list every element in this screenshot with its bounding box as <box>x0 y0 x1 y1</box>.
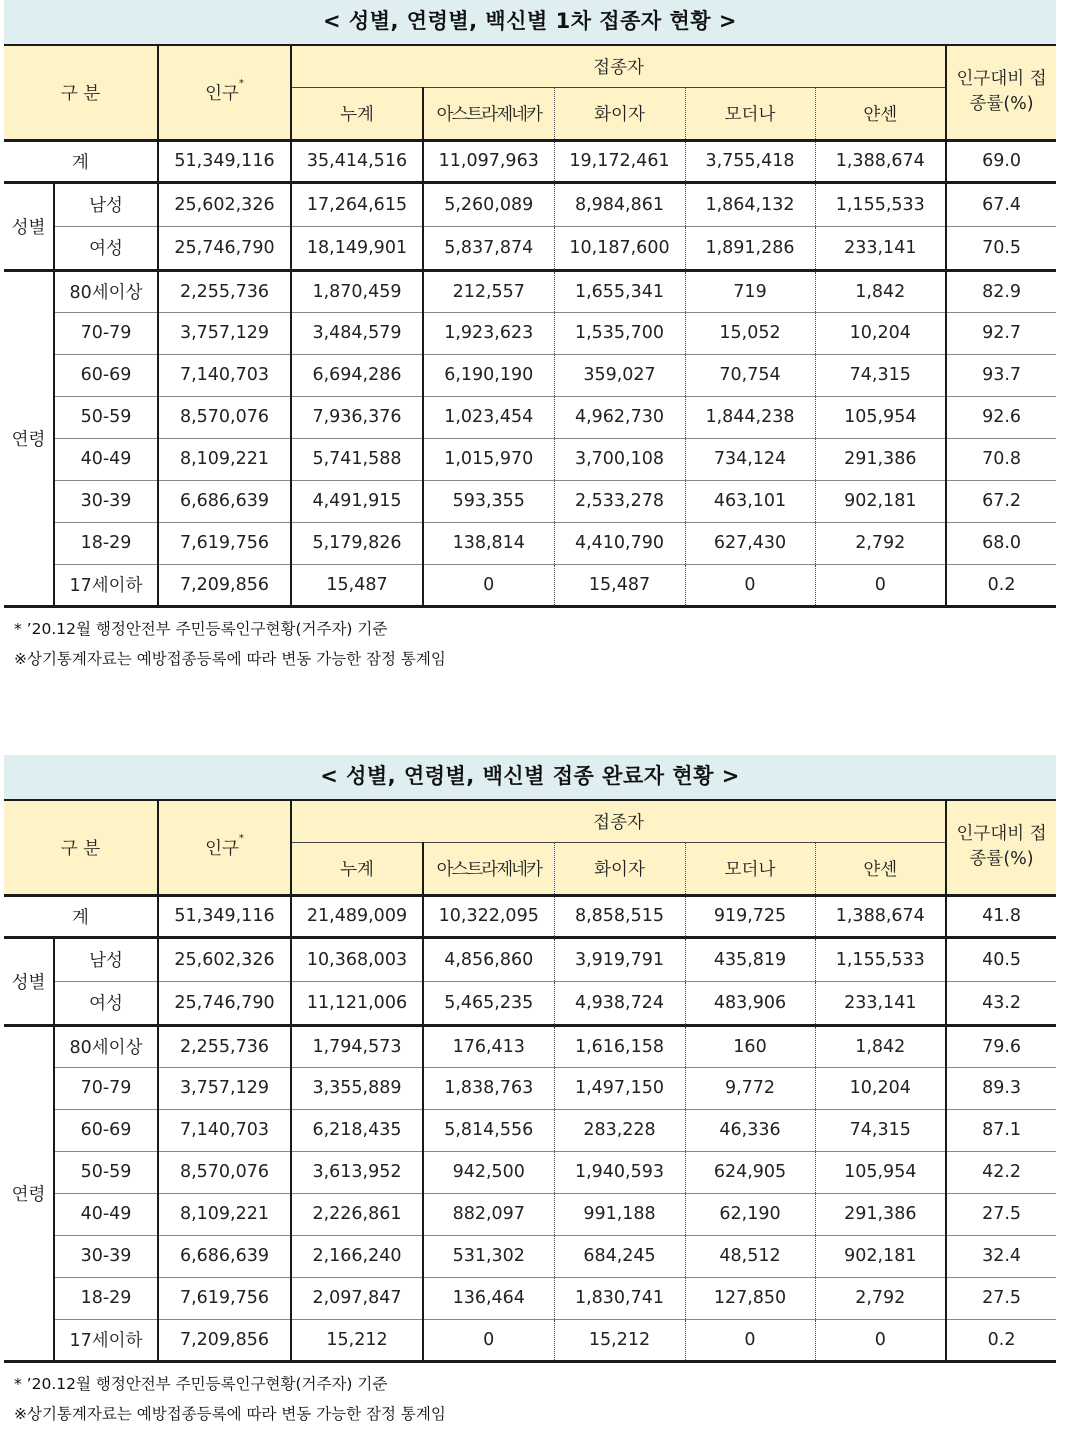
cell: 2,097,847 <box>291 1277 423 1319</box>
row-label: 50-59 <box>54 1151 158 1193</box>
cell: 7,140,703 <box>158 354 291 396</box>
cell: 0.2 <box>946 564 1056 606</box>
table-row <box>4 937 1056 981</box>
cell: 74,315 <box>815 1109 946 1151</box>
row-label: 80세이상 <box>54 1025 158 1067</box>
table-row <box>4 1193 1056 1235</box>
cell: 4,410,790 <box>554 522 685 564</box>
cell: 70.8 <box>946 438 1056 480</box>
first-dose-table <box>4 44 1056 608</box>
cell: 2,533,278 <box>554 480 685 522</box>
cell: 92.6 <box>946 396 1056 438</box>
cell: 15,212 <box>291 1319 423 1361</box>
cell: 15,212 <box>554 1319 685 1361</box>
table-row <box>4 140 1056 182</box>
cell: 3,757,129 <box>158 1067 291 1109</box>
cell: 10,322,095 <box>423 895 554 937</box>
cell: 359,027 <box>554 354 685 396</box>
row-label: 40-49 <box>54 1193 158 1235</box>
cell: 8,109,221 <box>158 438 291 480</box>
cell: 7,619,756 <box>158 522 291 564</box>
footnote: ※상기통계자료는 예방접종등록에 따라 변동 가능한 잠정 통계임 <box>14 1405 446 1423</box>
table-row <box>4 981 1056 1025</box>
cell: 93.7 <box>946 354 1056 396</box>
cell: 919,725 <box>685 895 815 937</box>
full-vaccination-section <box>4 755 1056 1363</box>
cell: 8,570,076 <box>158 396 291 438</box>
cell: 9,772 <box>685 1067 815 1109</box>
cell: 463,101 <box>685 480 815 522</box>
header-rate: 인구대비 접종률(%) <box>946 800 1056 895</box>
row-label: 80세이상 <box>54 270 158 312</box>
cell: 17,264,615 <box>291 182 423 226</box>
cell: 92.7 <box>946 312 1056 354</box>
header-moderna: 모더나 <box>685 87 815 140</box>
cell: 3,613,952 <box>291 1151 423 1193</box>
row-label: 60-69 <box>54 354 158 396</box>
cell: 43.2 <box>946 981 1056 1025</box>
cell: 3,355,889 <box>291 1067 423 1109</box>
cell: 4,938,724 <box>554 981 685 1025</box>
cell: 1,870,459 <box>291 270 423 312</box>
cell: 684,245 <box>554 1235 685 1277</box>
cell: 8,570,076 <box>158 1151 291 1193</box>
row-label: 남성 <box>54 182 158 226</box>
table-row <box>4 1109 1056 1151</box>
cell: 5,837,874 <box>423 226 554 270</box>
cell: 1,923,623 <box>423 312 554 354</box>
table-row <box>4 182 1056 226</box>
table-row <box>4 564 1056 606</box>
row-label: 30-39 <box>54 1235 158 1277</box>
cell: 5,179,826 <box>291 522 423 564</box>
cell: 2,166,240 <box>291 1235 423 1277</box>
cell: 27.5 <box>946 1193 1056 1235</box>
cell: 2,792 <box>815 522 946 564</box>
table-row <box>4 226 1056 270</box>
cell: 1,794,573 <box>291 1025 423 1067</box>
cell: 11,121,006 <box>291 981 423 1025</box>
cell: 734,124 <box>685 438 815 480</box>
table-row <box>4 480 1056 522</box>
row-label: 50-59 <box>54 396 158 438</box>
cell: 67.2 <box>946 480 1056 522</box>
cell: 283,228 <box>554 1109 685 1151</box>
cell: 48,512 <box>685 1235 815 1277</box>
row-label: 계 <box>4 140 158 182</box>
cell: 79.6 <box>946 1025 1056 1067</box>
cell: 627,430 <box>685 522 815 564</box>
header-astrazeneca: 아스트라제네카 <box>423 87 554 140</box>
table-row <box>4 522 1056 564</box>
row-label: 70-79 <box>54 312 158 354</box>
cell: 1,844,238 <box>685 396 815 438</box>
cell: 291,386 <box>815 438 946 480</box>
cell: 7,619,756 <box>158 1277 291 1319</box>
group-label-sex: 성별 <box>4 182 54 270</box>
cell: 4,491,915 <box>291 480 423 522</box>
header-category: 구 분 <box>4 800 158 895</box>
cell: 25,602,326 <box>158 937 291 981</box>
table-row <box>4 1319 1056 1361</box>
cell: 1,616,158 <box>554 1025 685 1067</box>
cell: 25,602,326 <box>158 182 291 226</box>
cell: 138,814 <box>423 522 554 564</box>
cell: 1,655,341 <box>554 270 685 312</box>
cell: 0 <box>815 564 946 606</box>
cell: 882,097 <box>423 1193 554 1235</box>
header-vaccinated: 접종자 <box>291 45 946 87</box>
cell: 3,484,579 <box>291 312 423 354</box>
cell: 2,255,736 <box>158 270 291 312</box>
cell: 291,386 <box>815 1193 946 1235</box>
cell: 1,155,533 <box>815 182 946 226</box>
table-row <box>4 1235 1056 1277</box>
header-pfizer: 화이자 <box>554 87 685 140</box>
cell: 2,226,861 <box>291 1193 423 1235</box>
cell: 11,097,963 <box>423 140 554 182</box>
row-label: 여성 <box>54 226 158 270</box>
cell: 1,891,286 <box>685 226 815 270</box>
table-row <box>4 270 1056 312</box>
cell: 1,155,533 <box>815 937 946 981</box>
cell: 719 <box>685 270 815 312</box>
cell: 136,464 <box>423 1277 554 1319</box>
cell: 41.8 <box>946 895 1056 937</box>
cell: 176,413 <box>423 1025 554 1067</box>
table-title: < 성별, 연령별, 백신별 1차 접종자 현황 > <box>4 0 1056 44</box>
cell: 902,181 <box>815 480 946 522</box>
cell: 62,190 <box>685 1193 815 1235</box>
cell: 942,500 <box>423 1151 554 1193</box>
cell: 1,388,674 <box>815 895 946 937</box>
cell: 5,814,556 <box>423 1109 554 1151</box>
cell: 160 <box>685 1025 815 1067</box>
cell: 8,858,515 <box>554 895 685 937</box>
cell: 2,255,736 <box>158 1025 291 1067</box>
table-row <box>4 1277 1056 1319</box>
row-label: 60-69 <box>54 1109 158 1151</box>
table-row <box>4 312 1056 354</box>
cell: 10,187,600 <box>554 226 685 270</box>
cell: 6,686,639 <box>158 1235 291 1277</box>
cell: 10,368,003 <box>291 937 423 981</box>
header-total: 누계 <box>291 842 423 895</box>
cell: 3,700,108 <box>554 438 685 480</box>
table-row <box>4 396 1056 438</box>
cell: 1,842 <box>815 1025 946 1067</box>
table-row <box>4 438 1056 480</box>
cell: 7,209,856 <box>158 1319 291 1361</box>
cell: 0 <box>815 1319 946 1361</box>
cell: 2,792 <box>815 1277 946 1319</box>
footnotes <box>14 1369 446 1429</box>
row-label: 40-49 <box>54 438 158 480</box>
footnote: * ’20.12월 행정안전부 주민등록인구현황(거주자) 기준 <box>14 1375 388 1393</box>
row-label: 18-29 <box>54 522 158 564</box>
cell: 87.1 <box>946 1109 1056 1151</box>
header-total: 누계 <box>291 87 423 140</box>
cell: 89.3 <box>946 1067 1056 1109</box>
header-astrazeneca: 아스트라제네카 <box>423 842 554 895</box>
cell: 15,052 <box>685 312 815 354</box>
group-label-age: 연령 <box>4 270 54 606</box>
cell: 991,188 <box>554 1193 685 1235</box>
cell: 7,140,703 <box>158 1109 291 1151</box>
header-population: 인구* <box>158 800 291 895</box>
cell: 19,172,461 <box>554 140 685 182</box>
cell: 82.9 <box>946 270 1056 312</box>
cell: 25,746,790 <box>158 226 291 270</box>
row-label: 70-79 <box>54 1067 158 1109</box>
header-category: 구 분 <box>4 45 158 140</box>
footnote: * ’20.12월 행정안전부 주민등록인구현황(거주자) 기준 <box>14 620 388 638</box>
cell: 40.5 <box>946 937 1056 981</box>
cell: 32.4 <box>946 1235 1056 1277</box>
group-label-age: 연령 <box>4 1025 54 1361</box>
cell: 6,694,286 <box>291 354 423 396</box>
row-label: 여성 <box>54 981 158 1025</box>
footnote: ※상기통계자료는 예방접종등록에 따라 변동 가능한 잠정 통계임 <box>14 650 446 668</box>
cell: 127,850 <box>685 1277 815 1319</box>
cell: 6,686,639 <box>158 480 291 522</box>
cell: 70.5 <box>946 226 1056 270</box>
row-label: 17세이하 <box>54 1319 158 1361</box>
row-label: 남성 <box>54 937 158 981</box>
cell: 0 <box>423 1319 554 1361</box>
cell: 435,819 <box>685 937 815 981</box>
cell: 69.0 <box>946 140 1056 182</box>
cell: 1,388,674 <box>815 140 946 182</box>
cell: 5,741,588 <box>291 438 423 480</box>
footnotes <box>14 614 446 674</box>
cell: 1,838,763 <box>423 1067 554 1109</box>
header-rate: 인구대비 접종률(%) <box>946 45 1056 140</box>
table-row <box>4 354 1056 396</box>
cell: 105,954 <box>815 1151 946 1193</box>
cell: 8,109,221 <box>158 1193 291 1235</box>
cell: 3,919,791 <box>554 937 685 981</box>
table-row <box>4 895 1056 937</box>
header-pfizer: 화이자 <box>554 842 685 895</box>
cell: 15,487 <box>554 564 685 606</box>
cell: 15,487 <box>291 564 423 606</box>
cell: 51,349,116 <box>158 895 291 937</box>
cell: 7,936,376 <box>291 396 423 438</box>
cell: 531,302 <box>423 1235 554 1277</box>
cell: 67.4 <box>946 182 1056 226</box>
cell: 624,905 <box>685 1151 815 1193</box>
header-janssen: 얀센 <box>815 87 946 140</box>
cell: 212,557 <box>423 270 554 312</box>
row-label: 계 <box>4 895 158 937</box>
cell: 27.5 <box>946 1277 1056 1319</box>
table-row <box>4 1067 1056 1109</box>
cell: 0 <box>685 1319 815 1361</box>
cell: 74,315 <box>815 354 946 396</box>
cell: 593,355 <box>423 480 554 522</box>
cell: 7,209,856 <box>158 564 291 606</box>
cell: 902,181 <box>815 1235 946 1277</box>
row-label: 30-39 <box>54 480 158 522</box>
cell: 42.2 <box>946 1151 1056 1193</box>
cell: 25,746,790 <box>158 981 291 1025</box>
cell: 1,015,970 <box>423 438 554 480</box>
cell: 35,414,516 <box>291 140 423 182</box>
cell: 8,984,861 <box>554 182 685 226</box>
cell: 233,141 <box>815 226 946 270</box>
cell: 1,864,132 <box>685 182 815 226</box>
group-label-sex: 성별 <box>4 937 54 1025</box>
row-label: 18-29 <box>54 1277 158 1319</box>
cell: 5,260,089 <box>423 182 554 226</box>
cell: 0 <box>685 564 815 606</box>
cell: 105,954 <box>815 396 946 438</box>
cell: 233,141 <box>815 981 946 1025</box>
cell: 5,465,235 <box>423 981 554 1025</box>
header-janssen: 얀센 <box>815 842 946 895</box>
cell: 1,535,700 <box>554 312 685 354</box>
cell: 0.2 <box>946 1319 1056 1361</box>
cell: 68.0 <box>946 522 1056 564</box>
header-vaccinated: 접종자 <box>291 800 946 842</box>
cell: 483,906 <box>685 981 815 1025</box>
cell: 1,830,741 <box>554 1277 685 1319</box>
full-vaccination-table <box>4 799 1056 1363</box>
first-dose-section <box>4 0 1056 608</box>
cell: 0 <box>423 564 554 606</box>
cell: 10,204 <box>815 312 946 354</box>
cell: 1,023,454 <box>423 396 554 438</box>
cell: 46,336 <box>685 1109 815 1151</box>
cell: 70,754 <box>685 354 815 396</box>
header-population: 인구* <box>158 45 291 140</box>
cell: 10,204 <box>815 1067 946 1109</box>
cell: 3,757,129 <box>158 312 291 354</box>
cell: 1,497,150 <box>554 1067 685 1109</box>
row-label: 17세이하 <box>54 564 158 606</box>
cell: 6,218,435 <box>291 1109 423 1151</box>
cell: 3,755,418 <box>685 140 815 182</box>
cell: 1,940,593 <box>554 1151 685 1193</box>
cell: 6,190,190 <box>423 354 554 396</box>
cell: 18,149,901 <box>291 226 423 270</box>
cell: 21,489,009 <box>291 895 423 937</box>
cell: 51,349,116 <box>158 140 291 182</box>
table-row <box>4 1151 1056 1193</box>
cell: 4,856,860 <box>423 937 554 981</box>
table-row <box>4 1025 1056 1067</box>
table-title: < 성별, 연령별, 백신별 접종 완료자 현황 > <box>4 755 1056 799</box>
cell: 1,842 <box>815 270 946 312</box>
header-moderna: 모더나 <box>685 842 815 895</box>
cell: 4,962,730 <box>554 396 685 438</box>
